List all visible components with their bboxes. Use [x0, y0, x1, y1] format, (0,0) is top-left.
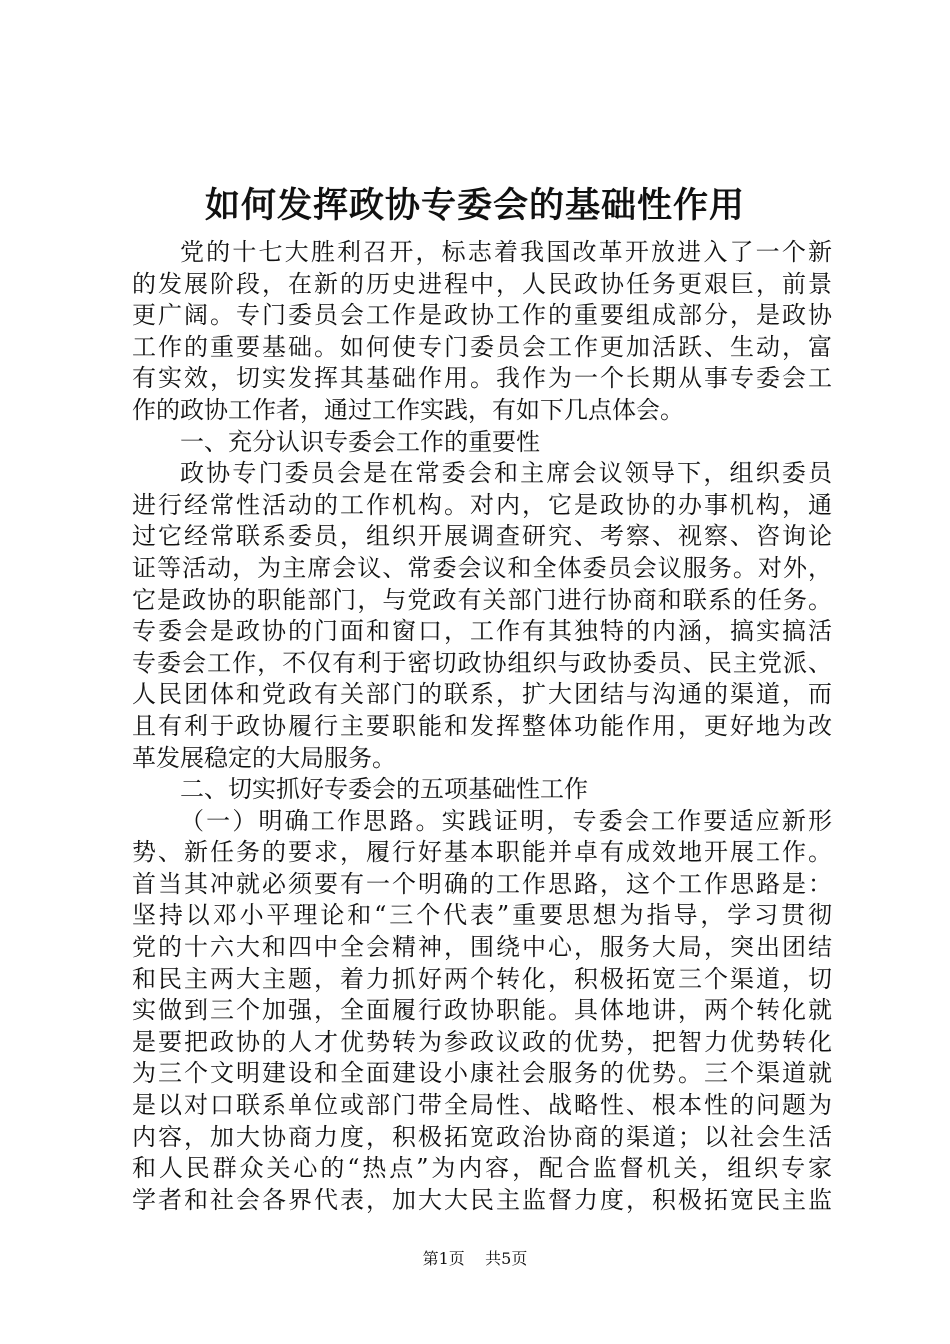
- text-line: 专委会工作，不仅有利于密切政协组织与政协委员、民主党派、: [132, 648, 832, 677]
- page-separator: [470, 1249, 480, 1268]
- text-line: 证等活动，为主席会议、常委会议和全体委员会议服务。对外，: [132, 553, 832, 582]
- text-line: 工作的重要基础。如何使专门委员会工作更加活跃、生动，富: [132, 332, 832, 361]
- text-line: 是以对口联系单位或部门带全局性、战略性、根本性的问题为: [132, 1091, 832, 1120]
- text-line: （一）明确工作思路。实践证明，专委会工作要适应新形: [180, 806, 832, 835]
- text-line: 的发展阶段，在新的历史进程中，人民政协任务更艰巨，前景: [132, 269, 832, 298]
- text-line: 党的十七大胜利召开，标志着我国改革开放进入了一个新: [180, 238, 832, 266]
- text-line: 实做到三个加强，全面履行政协职能。具体地讲，两个转化就: [132, 996, 832, 1025]
- text-line: 首当其冲就必须要有一个明确的工作思路，这个工作思路是：: [132, 869, 832, 898]
- text-line: 进行经常性活动的工作机构。对内，它是政协的办事机构，通: [132, 490, 832, 519]
- text-line: 是要把政协的人才优势转为参政议政的优势，把智力优势转化: [132, 1027, 832, 1056]
- page-total: 共5页: [485, 1249, 528, 1268]
- text-line: 有实效，切实发挥其基础作用。我作为一个长期从事专委会工: [132, 364, 832, 393]
- text-line: 过它经常联系委员，组织开展调查研究、考察、视察、咨询论: [132, 522, 832, 551]
- text-line: 为三个文明建设和全面建设小康社会服务的优势。三个渠道就: [132, 1059, 832, 1088]
- text-line: 和民主两大主题，着力抓好两个转化，积极拓宽三个渠道，切: [132, 964, 832, 993]
- page-footer: [0, 1247, 950, 1271]
- text-line: 和人民群众关心的“热点”为内容，配合监督机关，组织专家: [132, 1154, 832, 1183]
- text-line: 且有利于政协履行主要职能和发挥整体功能作用，更好地为改: [132, 711, 832, 740]
- document-title: 如何发挥政协专委会的基础性作用: [204, 185, 745, 226]
- text-line: 人民团体和党政有关部门的联系，扩大团结与沟通的渠道，而: [132, 680, 832, 709]
- text-line: 政协专门委员会是在常委会和主席会议领导下，组织委员: [180, 459, 832, 488]
- text-line: 二、切实抓好专委会的五项基础性工作: [180, 775, 588, 804]
- text-line: 内容，加大协商力度，积极拓宽政治协商的渠道；以社会生活: [132, 1122, 832, 1151]
- text-line: 党的十六大和四中全会精神，围绕中心，服务大局，突出团结: [132, 933, 832, 962]
- text-line: 更广阔。专门委员会工作是政协工作的重要组成部分，是政协: [132, 301, 832, 330]
- text-line: 坚持以邓小平理论和“三个代表”重要思想为指导，学习贯彻: [132, 901, 832, 930]
- text-line: 革发展稳定的大局服务。: [132, 743, 396, 772]
- page-number: 第1页: [422, 1249, 465, 1268]
- text-line: 作的政协工作者，通过工作实践，有如下几点体会。: [132, 395, 684, 424]
- text-line: 专委会是政协的门面和窗口，工作有其独特的内涵，搞实搞活: [132, 617, 832, 646]
- document-body: [132, 237, 832, 1216]
- text-line: 势、新任务的要求，履行好基本职能并卓有成效地开展工作。: [132, 838, 832, 867]
- text-line: 它是政协的职能部门，与党政有关部门进行协商和联系的任务。: [132, 585, 832, 614]
- text-line: 学者和社会各界代表，加大大民主监督力度，积极拓宽民主监: [132, 1185, 832, 1214]
- text-line: 一、充分认识专委会工作的重要性: [180, 427, 540, 456]
